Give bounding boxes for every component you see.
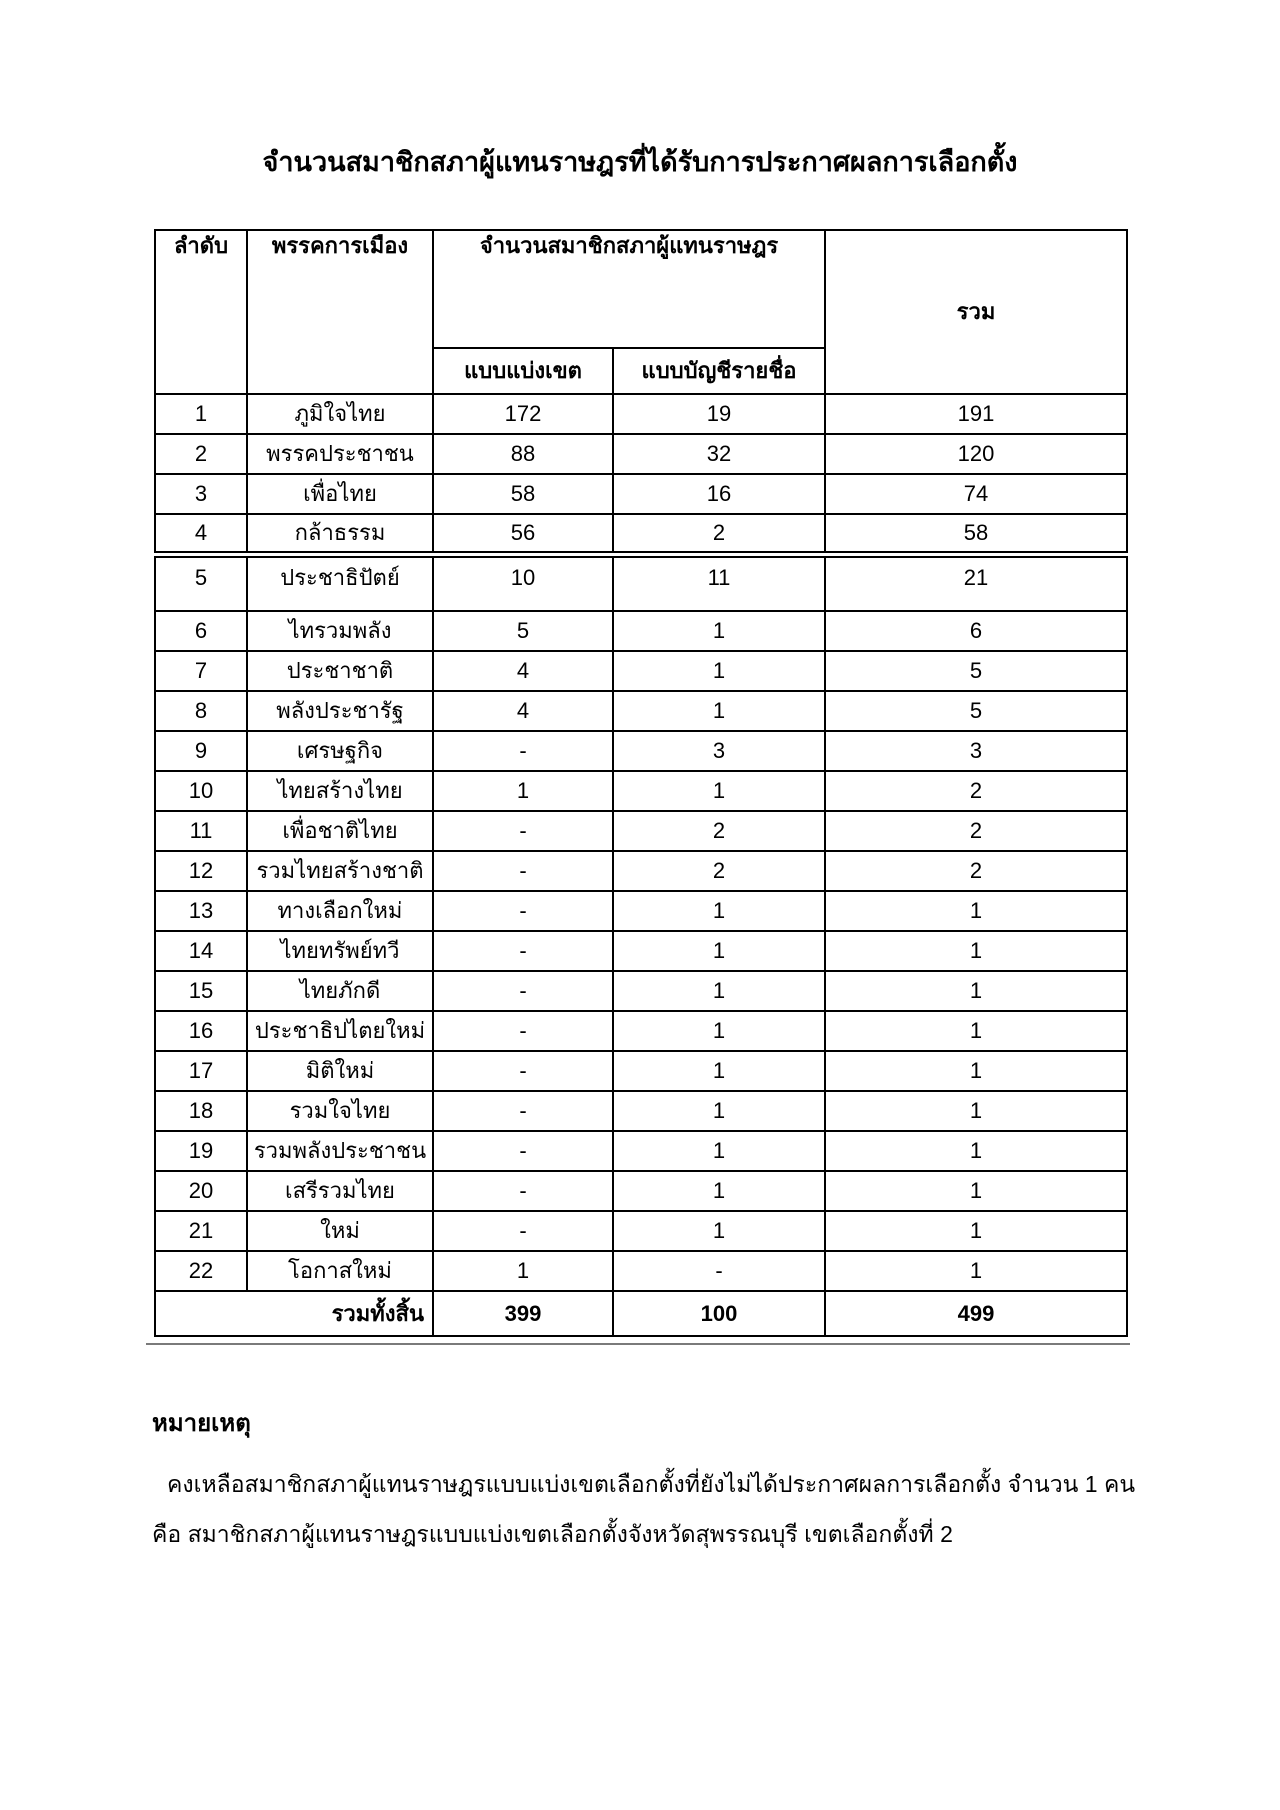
table-row <box>155 771 1127 811</box>
party-list-count-cell: 16 <box>613 474 825 514</box>
row-number-cell: 6 <box>155 611 247 651</box>
party-name-cell: พรรคประชาชน <box>247 434 433 474</box>
constituency-count-cell: - <box>433 1211 613 1251</box>
constituency-count-cell: - <box>433 971 613 1011</box>
party-list-count-cell: 1 <box>613 1171 825 1211</box>
constituency-count-cell: 4 <box>433 691 613 731</box>
total-count-cell: 1 <box>825 1011 1127 1051</box>
table-row <box>155 931 1127 971</box>
party-list-count-cell: 1 <box>613 771 825 811</box>
total-count-cell: 5 <box>825 691 1127 731</box>
party-list-count-cell: - <box>613 1251 825 1291</box>
total-count-cell: 191 <box>825 394 1127 434</box>
constituency-count-cell: - <box>433 1091 613 1131</box>
table-body <box>155 394 1127 1291</box>
total-count-cell: 1 <box>825 1131 1127 1171</box>
total-count-cell: 58 <box>825 514 1127 554</box>
party-name-cell: เพื่อไทย <box>247 474 433 514</box>
table-row <box>155 1091 1127 1131</box>
party-name-cell: รวมใจไทย <box>247 1091 433 1131</box>
table-row <box>155 514 1127 554</box>
row-number-cell: 7 <box>155 651 247 691</box>
party-name-cell: รวมไทยสร้างชาติ <box>247 851 433 891</box>
total-count-cell: 1 <box>825 971 1127 1011</box>
constituency-count-cell: 88 <box>433 434 613 474</box>
party-name-cell: เพื่อชาติไทย <box>247 811 433 851</box>
row-number-cell: 2 <box>155 434 247 474</box>
party-name-cell: ไทยภักดี <box>247 971 433 1011</box>
party-list-count-cell: 1 <box>613 971 825 1011</box>
row-number-cell: 9 <box>155 731 247 771</box>
row-number-cell: 3 <box>155 474 247 514</box>
party-list-count-cell: 32 <box>613 434 825 474</box>
table-row <box>155 1051 1127 1091</box>
constituency-count-cell: 5 <box>433 611 613 651</box>
total-count-cell: 1 <box>825 1211 1127 1251</box>
notes-line-1: คงเหลือสมาชิกสภาผู้แทนราษฎรแบบแบ่งเขตเลือกตั้งที่ยังไม่ได้ประกาศผลการเลือกตั้ง จำนวน 1 คน <box>167 1471 1136 1497</box>
row-number-cell: 1 <box>155 394 247 434</box>
party-list-count-cell: 2 <box>613 851 825 891</box>
total-row <box>155 1291 1127 1336</box>
table-row <box>155 474 1127 514</box>
constituency-count-cell: 10 <box>433 554 613 611</box>
party-name-cell: ไทรวมพลัง <box>247 611 433 651</box>
party-list-count-cell: 1 <box>613 1211 825 1251</box>
row-number-cell: 12 <box>155 851 247 891</box>
table-row <box>155 554 1127 611</box>
party-list-count-cell: 1 <box>613 891 825 931</box>
party-name-cell: โอกาสใหม่ <box>247 1251 433 1291</box>
row-number-cell: 22 <box>155 1251 247 1291</box>
party-name-cell: ทางเลือกใหม่ <box>247 891 433 931</box>
header-row-top <box>155 230 1127 348</box>
notes-section <box>152 1407 1142 1559</box>
notes-line-2: คือ สมาชิกสภาผู้แทนราษฎรแบบแบ่งเขตเลือกตั้งจังหวัดสุพรรณบุรี เขตเลือกตั้งที่ 2 <box>152 1521 953 1547</box>
party-list-count-cell: 1 <box>613 931 825 971</box>
party-name-cell: มิติใหม่ <box>247 1051 433 1091</box>
constituency-count-cell: 1 <box>433 1251 613 1291</box>
constituency-count-cell: - <box>433 891 613 931</box>
header-party-list: แบบบัญชีรายชื่อ <box>613 348 825 394</box>
constituency-count-cell: - <box>433 1131 613 1171</box>
total-count-cell: 1 <box>825 1251 1127 1291</box>
row-number-cell: 20 <box>155 1171 247 1211</box>
table-row <box>155 1211 1127 1251</box>
row-number-cell: 4 <box>155 514 247 554</box>
table-row <box>155 394 1127 434</box>
party-list-count-cell: 3 <box>613 731 825 771</box>
party-name-cell: เสรีรวมไทย <box>247 1171 433 1211</box>
table-header <box>155 230 1127 394</box>
party-list-count-cell: 1 <box>613 611 825 651</box>
total-count-cell: 6 <box>825 611 1127 651</box>
row-number-cell: 8 <box>155 691 247 731</box>
row-number-cell: 18 <box>155 1091 247 1131</box>
row-number-cell: 11 <box>155 811 247 851</box>
total-count-cell: 2 <box>825 811 1127 851</box>
party-name-cell: พลังประชารัฐ <box>247 691 433 731</box>
row-number-cell: 14 <box>155 931 247 971</box>
table-bottom-rule <box>146 1343 1130 1345</box>
total-count-cell: 74 <box>825 474 1127 514</box>
constituency-count-cell: - <box>433 731 613 771</box>
row-number-cell: 15 <box>155 971 247 1011</box>
party-list-count-cell: 1 <box>613 1091 825 1131</box>
total-count-cell: 1 <box>825 1051 1127 1091</box>
header-constituency: แบบแบ่งเขต <box>433 348 613 394</box>
header-mp-count: จำนวนสมาชิกสภาผู้แทนราษฎร <box>433 230 825 348</box>
constituency-count-cell: 1 <box>433 771 613 811</box>
header-party: พรรคการเมือง <box>247 230 433 394</box>
total-count-cell: 1 <box>825 891 1127 931</box>
party-list-count-cell: 1 <box>613 1131 825 1171</box>
notes-heading: หมายเหตุ <box>152 1410 251 1437</box>
total-count-cell: 5 <box>825 651 1127 691</box>
table-row <box>155 851 1127 891</box>
table-row <box>155 731 1127 771</box>
party-name-cell: ไทยสร้างไทย <box>247 771 433 811</box>
party-list-count-cell: 1 <box>613 691 825 731</box>
table-row <box>155 1011 1127 1051</box>
total-count-cell: 2 <box>825 851 1127 891</box>
party-name-cell: รวมพลังประชาชน <box>247 1131 433 1171</box>
party-list-count-cell: 1 <box>613 1011 825 1051</box>
total-count-cell: 1 <box>825 1171 1127 1211</box>
party-list-count-cell: 2 <box>613 811 825 851</box>
table-row <box>155 891 1127 931</box>
header-total: รวม <box>825 230 1127 394</box>
table-footer <box>155 1291 1127 1336</box>
total-label: รวมทั้งสิ้น <box>155 1291 433 1336</box>
election-results-table <box>154 229 1128 1337</box>
party-name-cell: เศรษฐกิจ <box>247 731 433 771</box>
constituency-count-cell: 56 <box>433 514 613 554</box>
table-row <box>155 691 1127 731</box>
party-list-count-cell: 1 <box>613 1051 825 1091</box>
table-row <box>155 611 1127 651</box>
constituency-count-cell: - <box>433 1051 613 1091</box>
table-row <box>155 434 1127 474</box>
table-row <box>155 1131 1127 1171</box>
row-number-cell: 16 <box>155 1011 247 1051</box>
total-count-cell: 1 <box>825 931 1127 971</box>
total-count-cell: 21 <box>825 554 1127 611</box>
total-party-list: 100 <box>613 1291 825 1336</box>
total-count-cell: 1 <box>825 1091 1127 1131</box>
constituency-count-cell: - <box>433 1171 613 1211</box>
row-number-cell: 17 <box>155 1051 247 1091</box>
constituency-count-cell: - <box>433 1011 613 1051</box>
total-count-cell: 120 <box>825 434 1127 474</box>
table-row <box>155 811 1127 851</box>
constituency-count-cell: - <box>433 851 613 891</box>
party-name-cell: กล้าธรรม <box>247 514 433 554</box>
table-row <box>155 1251 1127 1291</box>
total-constituency: 399 <box>433 1291 613 1336</box>
constituency-count-cell: 58 <box>433 474 613 514</box>
party-name-cell: ประชาชาติ <box>247 651 433 691</box>
party-name-cell: ภูมิใจไทย <box>247 394 433 434</box>
row-number-cell: 5 <box>155 554 247 611</box>
party-name-cell: ประชาธิปไตยใหม่ <box>247 1011 433 1051</box>
row-number-cell: 19 <box>155 1131 247 1171</box>
header-order: ลำดับ <box>155 230 247 394</box>
party-name-cell: ไทยทรัพย์ทวี <box>247 931 433 971</box>
party-list-count-cell: 2 <box>613 514 825 554</box>
table-row <box>155 971 1127 1011</box>
total-count-cell: 2 <box>825 771 1127 811</box>
row-number-cell: 21 <box>155 1211 247 1251</box>
table-row <box>155 1171 1127 1211</box>
row-number-cell: 13 <box>155 891 247 931</box>
table-row <box>155 651 1127 691</box>
row-number-cell: 10 <box>155 771 247 811</box>
party-list-count-cell: 19 <box>613 394 825 434</box>
constituency-count-cell: 172 <box>433 394 613 434</box>
constituency-count-cell: - <box>433 811 613 851</box>
party-list-count-cell: 1 <box>613 651 825 691</box>
total-sum: 499 <box>825 1291 1127 1336</box>
constituency-count-cell: 4 <box>433 651 613 691</box>
total-count-cell: 3 <box>825 731 1127 771</box>
page-title: จำนวนสมาชิกสภาผู้แทนราษฎรที่ได้รับการประกาศผลการเลือกตั้ง <box>262 147 1018 177</box>
party-name-cell: ใหม่ <box>247 1211 433 1251</box>
party-list-count-cell: 11 <box>613 554 825 611</box>
party-name-cell: ประชาธิปัตย์ <box>247 554 433 611</box>
constituency-count-cell: - <box>433 931 613 971</box>
